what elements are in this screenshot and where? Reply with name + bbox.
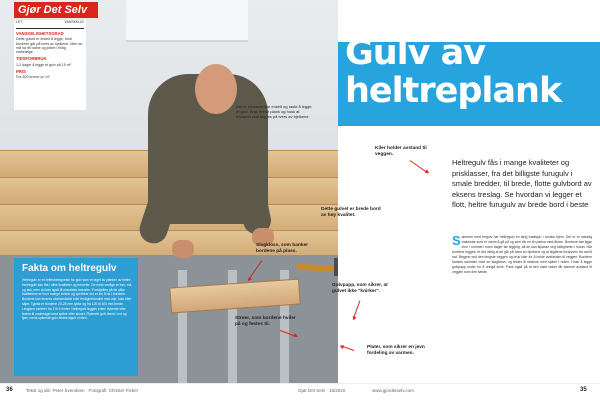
footer-website: www.gjordetselv.com — [372, 388, 414, 393]
arrow-icon — [341, 345, 354, 351]
body-paragraph: ammen med tregulv har heltregulv en lang tradisjon i norske hjem. Det er et naturlig materiale som er varmt å gå på og som får en fin patina med årene. Bordene bør ligge inne i rommet i noen dager før legging, så de kan tilpasse seg fuktigheten i huset. Når bordene legges, er det viktig at de går på tvers av bjelkene og at skjøtene forskyves fra rad til rad. Begynn ved den lengste veggen og bruk kiler for å holde avstanden til veggen. Bordene bankes sammen med en slagkloss, og festes til strøene med spiker i noten. Husk å legge gulvpapp under for å unngå knirk. Pass også på at den siste raden får samme avstand til veggen som den første. — [452, 235, 592, 274]
caption-kiler: Kiler holder avstand til veggen. — [375, 146, 427, 157]
fakta-text: Heltregulv er en fellesbetegnelse for gulv som er laget av planker av heltre. Heltregulv kan fås i ulike kvaliteter og tresorter. De mest vanlige er furu, eik og ask, men du kan også få eksotiske tresorter. Forskjellen på de ulike kvalitetene er hvor mange kvister og sprekker det er lov å ha i bordene. Bordene kan leveres ubehandlede eller ferdigbehandlet med olje, lakk eller såpe. Typisk er bordene 20-28 mm tykke og fra 120 til 400 mm brede. Lengden varierer fra 2 til 6 meter. Heltregulv legges enten flytende eller festes til underlaget med spiker eller skruer. Flytende gulv limes i not og fjær, mens spikrede gulv festes skjult i noten. — [22, 278, 132, 321]
difficulty-heading: VANSKELIGHETSGRAD — [16, 31, 64, 36]
body-text — [452, 235, 592, 275]
page-number-right: 35 — [580, 387, 587, 393]
title-line-2: heltreplank — [345, 71, 562, 111]
magazine-logo: Gjør Det Selv — [18, 4, 88, 16]
arrow-icon — [353, 300, 361, 319]
article-title — [345, 34, 600, 110]
ingress-text: Heltregulv fås i mange kvaliteter og prisklasser, fra det billigste furugulv i smale bredder, til brede, flotte gulvbord av eksens treslag. Se hvordan vi legger et flott, heltre furugulv av brede bord i beste — [452, 158, 592, 209]
caption-man: Det er forbausende enkelt og raskt å legge et gulv. Bruk brede plank og husk at bordene skal legges på tvers av bjelkene. — [236, 104, 312, 119]
price-text: Fra 300 kroner pr. m² — [16, 75, 50, 80]
fakta-box — [14, 258, 138, 376]
tech-panel — [14, 20, 86, 110]
caption-gulvpapp: Gulvpapp, som sikrer, at gulvet ikke "knirker". — [332, 283, 388, 294]
hammer-head — [334, 258, 338, 276]
caption-stroer: Strøer, som bordene hviler på og festes til. — [235, 316, 296, 327]
fakta-title: Fakta om heltregulv — [22, 263, 117, 274]
window — [126, 0, 248, 42]
difficulty-scale — [16, 20, 84, 29]
difficulty-text: Dette gulvet er enkelt å legge, fordi bordene går på tvers av bjelkene. Men du må ha litt rutine og jobbe i riktig rekkefølge. — [16, 37, 83, 55]
caption-dette: Dette gulvet er brede bord av høy kvalitet. — [321, 207, 381, 218]
man-head — [195, 64, 237, 114]
price-heading: PRIS — [16, 69, 26, 75]
footer-magazine: Gjør Det Selv · 16/2020 — [298, 388, 346, 393]
scale-left-label: LET — [16, 20, 23, 24]
footer-credit: Tekst og idé: Peter Svendsen · Fotografi: Christer Fisher — [26, 388, 139, 393]
title-line-1: Gulv av — [345, 33, 486, 73]
arrow-icon — [410, 160, 429, 173]
scale-right-label: VANSKELIG — [64, 20, 84, 24]
footer — [0, 383, 600, 400]
drop-cap: S — [452, 233, 461, 248]
hand — [172, 240, 194, 258]
page-number-left: 36 — [6, 387, 13, 393]
time-heading: TIDSFORBRUK — [16, 56, 47, 62]
time-text: 1-2 dager å legge et gulv på 15 m² — [16, 62, 71, 67]
caption-slagkloss: Slagkloss, som banker bordene på plass. — [256, 243, 308, 254]
caption-plater: Plater, som sikrer en jevn fordeling av varmen. — [367, 345, 425, 356]
